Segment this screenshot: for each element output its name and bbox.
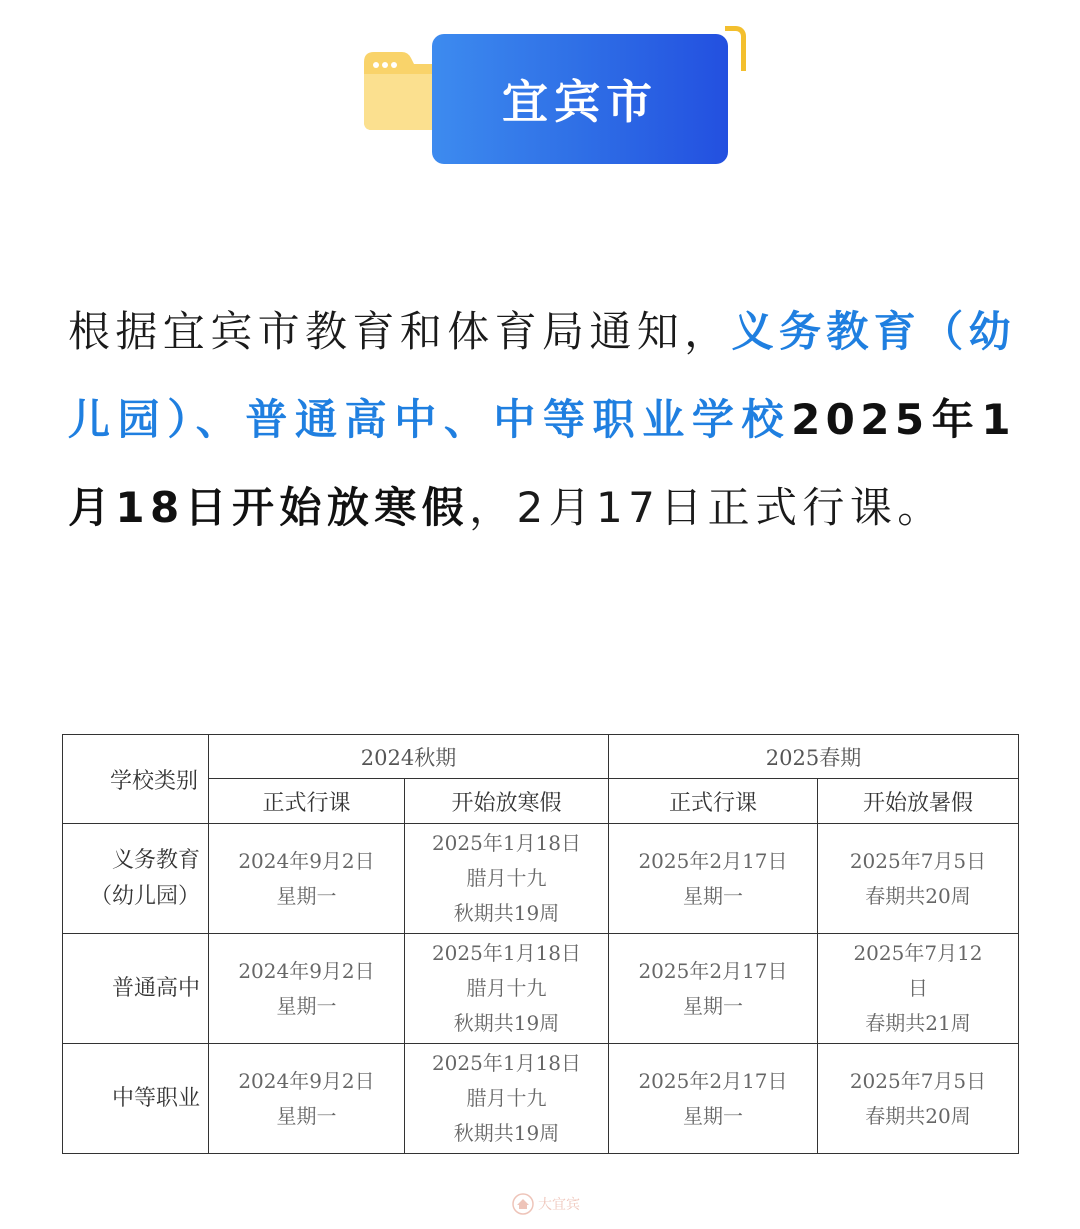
notice-lead: 根据宜宾市教育和体育局通知，	[68, 307, 732, 356]
table-row	[63, 1044, 1019, 1154]
table-cell	[405, 824, 609, 934]
cell-line: 日	[908, 976, 928, 1000]
table-cell	[209, 1044, 405, 1154]
header-badge	[356, 26, 746, 168]
cell-line: 星期一	[276, 993, 337, 1018]
header-summer-break: 开始放暑假	[818, 779, 1019, 824]
cell-line: 星期一	[276, 883, 337, 908]
row-type-line: （幼儿园）	[89, 883, 200, 909]
cell-line: 腊月十九	[466, 866, 547, 890]
header-autumn-start: 正式行课	[209, 779, 405, 824]
cell-line: 2025年2月17日	[638, 848, 788, 873]
cell-line: 2024年9月2日	[238, 848, 375, 873]
row-type-line: 中等职业	[111, 1085, 200, 1111]
cell-line: 2025年1月18日	[431, 831, 582, 855]
row-type-line: 普通高中	[111, 975, 200, 1001]
cell-line: 春期共20周	[865, 883, 971, 908]
header-term-spring: 2025春期	[609, 735, 1019, 779]
row-school-type	[63, 1044, 209, 1154]
row-school-type	[63, 934, 209, 1044]
cell-line: 2024年9月2日	[238, 958, 375, 983]
notice-tail: ，2月17日正式行课。	[469, 483, 945, 532]
cell-line: 秋期共19周	[453, 1011, 560, 1035]
cell-line: 星期一	[276, 1103, 337, 1128]
header-term-autumn: 2024秋期	[209, 735, 609, 779]
cell-line: 2025年2月17日	[638, 1068, 788, 1093]
cell-line: 秋期共19周	[453, 901, 560, 925]
table-row	[63, 934, 1019, 1044]
cell-line: 2025年7月12	[853, 941, 983, 965]
row-school-type	[63, 824, 209, 934]
table-row	[63, 824, 1019, 934]
header-school-type: 学校类别	[63, 735, 209, 824]
cell-line: 2025年2月17日	[638, 958, 788, 983]
watermark-text: 大宜宾	[538, 1197, 580, 1213]
table-cell	[209, 824, 405, 934]
watermark	[512, 1192, 580, 1216]
notice-school-types: 义务教育（幼儿园）、普通高中、中等职业学校	[68, 307, 1017, 444]
cell-line: 星期一	[683, 1103, 743, 1128]
table-cell	[209, 934, 405, 1044]
notice-holiday-date: 2025年1月18日开始放寒假	[68, 395, 1016, 532]
table-cell	[818, 934, 1019, 1044]
cell-line: 2025年1月18日	[431, 941, 582, 965]
header-winter-break: 开始放寒假	[405, 779, 609, 824]
table-cell	[405, 1044, 609, 1154]
table-cell	[818, 824, 1019, 934]
row-type-line: 义务教育	[111, 847, 200, 873]
cell-line: 星期一	[683, 993, 743, 1018]
house-logo-icon	[512, 1193, 534, 1215]
cell-line: 2025年7月5日	[849, 1068, 987, 1093]
city-title-badge	[432, 34, 728, 164]
table-cell	[405, 934, 609, 1044]
header-spring-start: 正式行课	[609, 779, 818, 824]
table-cell	[818, 1044, 1019, 1154]
cell-line: 2025年1月18日	[431, 1051, 582, 1075]
cell-line: 2024年9月2日	[238, 1068, 375, 1093]
table-cell	[609, 934, 818, 1044]
cell-line: 秋期共19周	[453, 1121, 560, 1145]
cell-line: 2025年7月5日	[849, 848, 987, 873]
cell-line: 腊月十九	[466, 1086, 547, 1110]
table-cell	[609, 824, 818, 934]
cell-line: 春期共21周	[865, 1011, 971, 1035]
city-title: 宜宾市	[502, 75, 658, 129]
school-calendar-table	[62, 734, 1019, 1154]
cell-line: 星期一	[683, 883, 743, 908]
cell-line: 春期共20周	[865, 1103, 971, 1128]
table-cell	[609, 1044, 818, 1154]
badge-corner-accent	[725, 26, 746, 71]
notice-paragraph	[68, 288, 1016, 552]
cell-line: 腊月十九	[466, 976, 547, 1000]
